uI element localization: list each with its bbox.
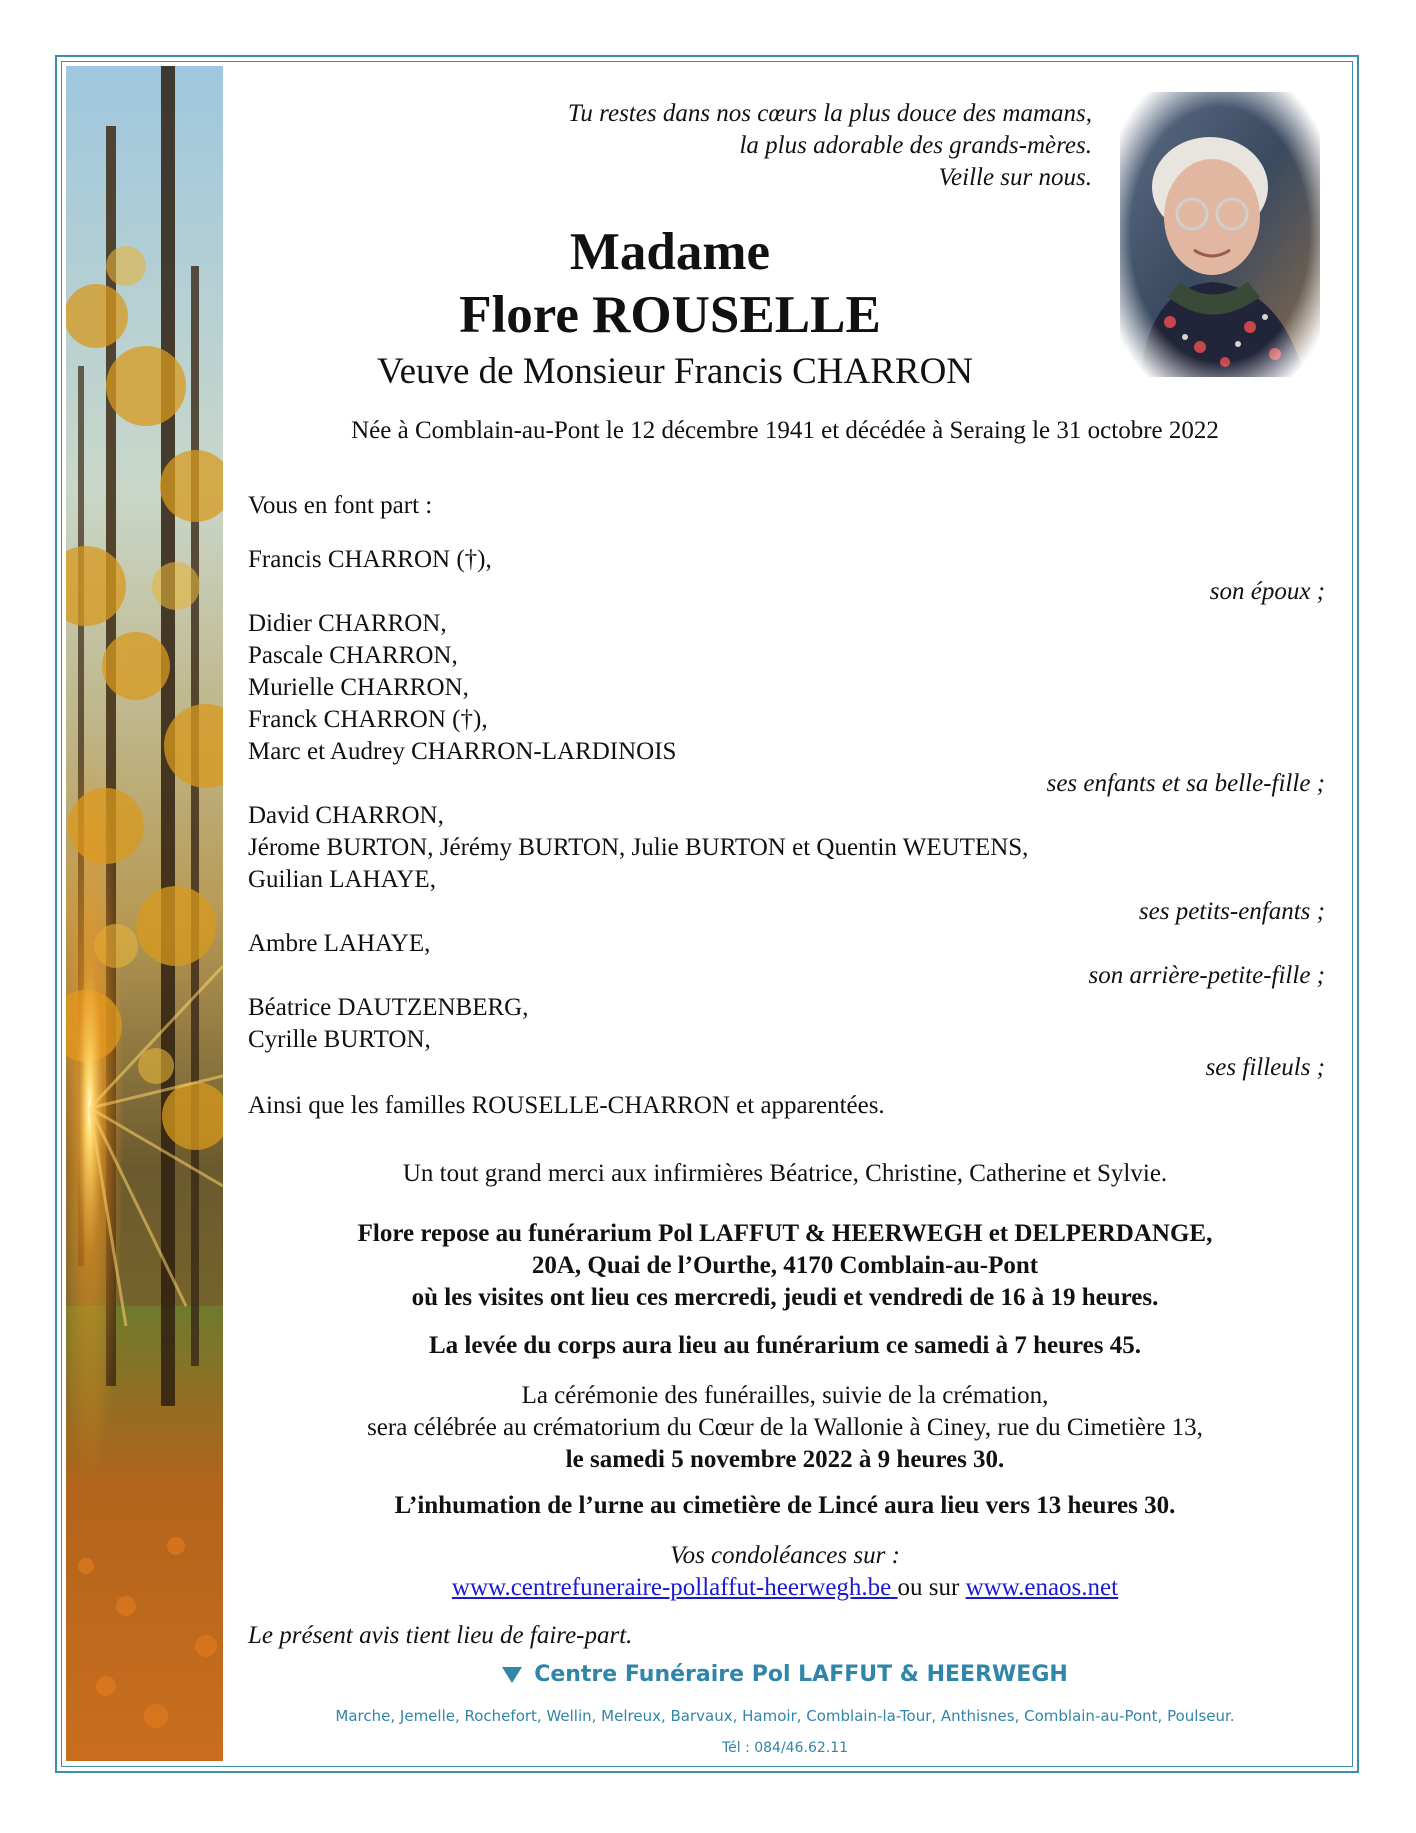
- family-member: Murielle CHARRON,: [248, 674, 469, 701]
- levee-info: La levée du corps aura lieu au funérarium ce samedi à 7 heures 45.: [429, 1332, 1141, 1359]
- relation-label: son époux ;: [1209, 578, 1325, 605]
- relation-label: ses petits-enfants ;: [1138, 898, 1325, 925]
- visitation-line-1: Flore repose au funérarium Pol LAFFUT & HEERWEGH et DELPERDANGE,: [357, 1220, 1213, 1247]
- ceremony-line-2: sera célébrée au crématorium du Cœur de la Wallonie à Ciney, rue du Cimetière 13,: [367, 1414, 1203, 1441]
- triangle-icon: [502, 1667, 522, 1683]
- portrait-photo: [1120, 92, 1320, 377]
- intro-text: Vous en font part :: [248, 492, 433, 519]
- funeral-home-locations: Marche, Jemelle, Rochefort, Wellin, Melreux, Barvaux, Hamoir, Comblain-la-Tour, Anthisnes, Comblain-au-Pont, Poulseur.: [335, 1707, 1235, 1725]
- faire-part-notice: Le présent avis tient lieu de faire-part.: [248, 1622, 633, 1649]
- family-member: Béatrice DAUTZENBERG,: [248, 994, 529, 1021]
- relation-label: son arrière-petite-fille ;: [1088, 962, 1325, 989]
- autumn-trees-image: [66, 66, 223, 1761]
- birth-death-dates: Née à Comblain-au-Pont le 12 décembre 1941 et décédée à Seraing le 31 octobre 2022: [351, 417, 1219, 444]
- condolences-link-primary[interactable]: www.centrefuneraire-pollaffut-heerwegh.be: [451, 1574, 898, 1601]
- quote-line-2: la plus adorable des grands-mères.: [739, 132, 1092, 159]
- quote-line-1: Tu restes dans nos cœurs la plus douce des mamans,: [567, 100, 1092, 127]
- visitation-line-2: 20A, Quai de l’Ourthe, 4170 Comblain-au-Pont: [531, 1252, 1039, 1279]
- deceased-name: Flore ROUSELLE: [459, 286, 881, 344]
- family-group-spouse: [248, 544, 1325, 608]
- funeral-home-name: Centre Funéraire Pol LAFFUT & HEERWEGH: [534, 1662, 1068, 1687]
- ceremony-info: [230, 1380, 1340, 1476]
- visitation-line-3: où les visites ont lieu ces mercredi, jeudi et vendredi de 16 à 19 heures.: [411, 1284, 1159, 1311]
- family-member: Cyrille BURTON,: [248, 1026, 431, 1053]
- funeral-home-phone: Tél : 084/46.62.11: [721, 1740, 849, 1756]
- family-group-great-grandchild: [248, 928, 1325, 992]
- relation-label-godchildren: ses filleuls ;: [1205, 1054, 1325, 1081]
- widow-of: Veuve de Monsieur Francis CHARRON: [376, 351, 974, 392]
- families-line: Ainsi que les familles ROUSELLE-CHARRON et apparentées.: [248, 1092, 885, 1119]
- thanks-text: Un tout grand merci aux infirmières Béatrice, Christine, Catherine et Sylvie.: [402, 1160, 1168, 1187]
- visitation-info: [230, 1218, 1340, 1314]
- relation-label: ses enfants et sa belle-fille ;: [1046, 770, 1325, 797]
- inhumation-info: L’inhumation de l’urne au cimetière de Lincé aura lieu vers 13 heures 30.: [394, 1492, 1176, 1519]
- condolences-label: Vos condoléances sur :: [670, 1542, 900, 1569]
- ceremony-line-1: La cérémonie des funérailles, suivie de la crémation,: [521, 1382, 1049, 1409]
- ceremony-line-3: le samedi 5 novembre 2022 à 9 heures 30.: [565, 1446, 1005, 1473]
- family-group-grandchildren: [248, 800, 1325, 928]
- family-member: Jérome BURTON, Jérémy BURTON, Julie BURTON et Quentin WEUTENS,: [248, 834, 1029, 861]
- family-group-children: [248, 608, 1325, 800]
- family-member: Marc et Audrey CHARRON-LARDINOIS: [248, 738, 677, 765]
- family-member: David CHARRON,: [248, 802, 444, 829]
- family-member: Pascale CHARRON,: [248, 642, 458, 669]
- family-member: Ambre LAHAYE,: [248, 930, 431, 957]
- condolences-separator: ou sur: [897, 1574, 960, 1601]
- salutation: Madame: [569, 223, 771, 281]
- family-announcement: [248, 490, 1325, 1088]
- dedication-quote: [380, 98, 1092, 194]
- family-member: Franck CHARRON (†),: [248, 706, 488, 733]
- family-member: Guilian LAHAYE,: [248, 866, 436, 893]
- condolences: [230, 1540, 1340, 1604]
- quote-line-3: Veille sur nous.: [938, 164, 1092, 191]
- family-member: Francis CHARRON (†),: [248, 546, 492, 573]
- funeral-home-logo: [230, 1660, 1340, 1690]
- condolences-link-secondary[interactable]: www.enaos.net: [965, 1574, 1119, 1601]
- family-member: Didier CHARRON,: [248, 610, 447, 637]
